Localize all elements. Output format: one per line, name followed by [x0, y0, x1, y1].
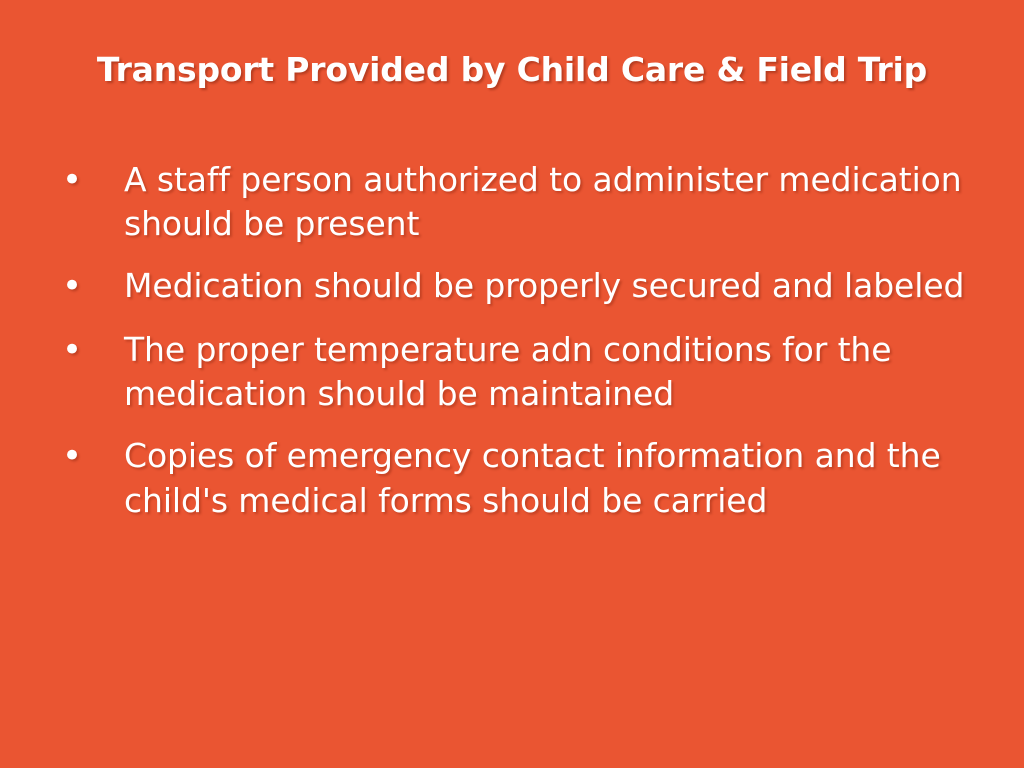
list-item [52, 434, 972, 522]
list-item-label: Copies of emergency contact information and the child's medical forms should be carried [124, 436, 941, 520]
list-item [52, 158, 972, 246]
bullet-icon: • [62, 436, 83, 477]
list-item-label: Medication should be properly secured and labeled [124, 266, 965, 306]
bullet-icon: • [62, 266, 83, 307]
bullet-icon: • [62, 160, 83, 200]
list-item-label: The proper temperature adn conditions for the medication should be maintained [124, 329, 892, 414]
page-title: Transport Provided by Child Care & Field Trip [96, 50, 928, 89]
bullet-list [52, 158, 972, 541]
list-item [52, 264, 972, 310]
list-item [52, 328, 972, 416]
bullet-icon: • [62, 329, 83, 370]
list-item-label: A staff person authorized to administer medication should be present [124, 160, 962, 244]
